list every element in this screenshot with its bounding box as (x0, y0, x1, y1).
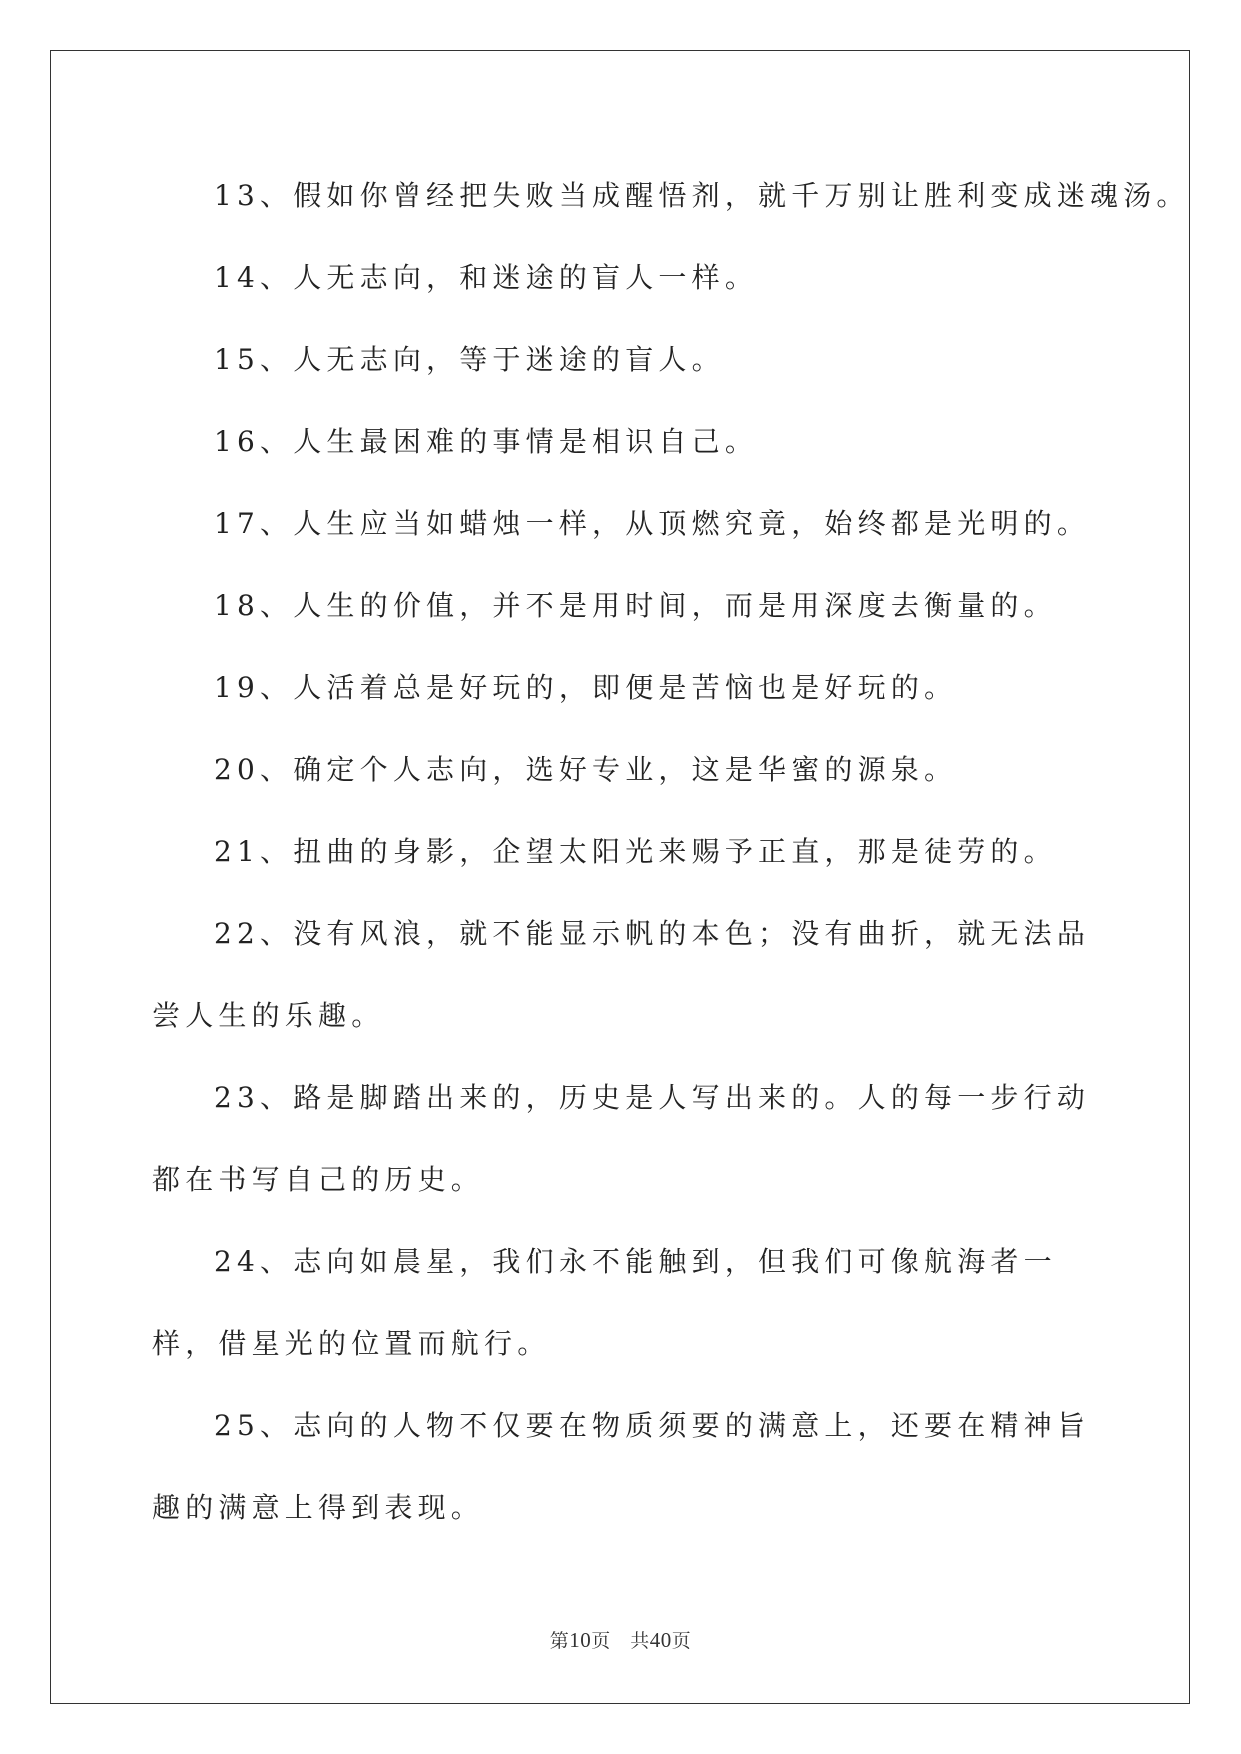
footer-middle: 页 共 (591, 1631, 650, 1652)
paragraph-24: 24、志向如晨星，我们永不能触到，但我们可像航海者一样，借星光的位置而航行。 (152, 1245, 1057, 1360)
paragraph-22: 22、没有风浪，就不能显示帆的本色；没有曲折，就无法品尝人生的乐趣。 (152, 917, 1091, 1032)
footer-prefix: 第 (549, 1631, 570, 1652)
paragraph-23: 23、路是脚踏出来的，历史是人写出来的。人的每一步行动都在书写自己的历史。 (152, 1081, 1091, 1196)
paragraph-16: 16、人生最困难的事情是相识自己。 (214, 425, 759, 458)
page-footer (0, 1626, 1241, 1653)
footer-current-page: 10 (569, 1628, 592, 1652)
paragraph-18: 18、人生的价值，并不是用时间，而是用深度去衡量的。 (214, 589, 1057, 622)
document-body (152, 155, 1190, 1549)
paragraph-21: 21、扭曲的身影，企望太阳光来赐予正直，那是徒劳的。 (214, 835, 1057, 868)
paragraph-25: 25、志向的人物不仅要在物质须要的满意上，还要在精神旨趣的满意上得到表现。 (152, 1409, 1091, 1524)
footer-suffix: 页 (671, 1631, 692, 1652)
paragraph-17: 17、人生应当如蜡烛一样，从顶燃究竟，始终都是光明的。 (214, 507, 1091, 540)
paragraph-14: 14、人无志向，和迷途的盲人一样。 (214, 261, 759, 294)
footer-total-pages: 40 (649, 1628, 672, 1652)
paragraph-20: 20、确定个人志向，选好专业，这是华蜜的源泉。 (214, 753, 958, 786)
paragraph-13: 13、假如你曾经把失败当成醒悟剂，就千万别让胜利变成迷魂汤。 (214, 179, 1190, 212)
paragraph-15: 15、人无志向，等于迷途的盲人。 (214, 343, 725, 376)
paragraph-19: 19、人活着总是好玩的，即便是苦恼也是好玩的。 (214, 671, 958, 704)
